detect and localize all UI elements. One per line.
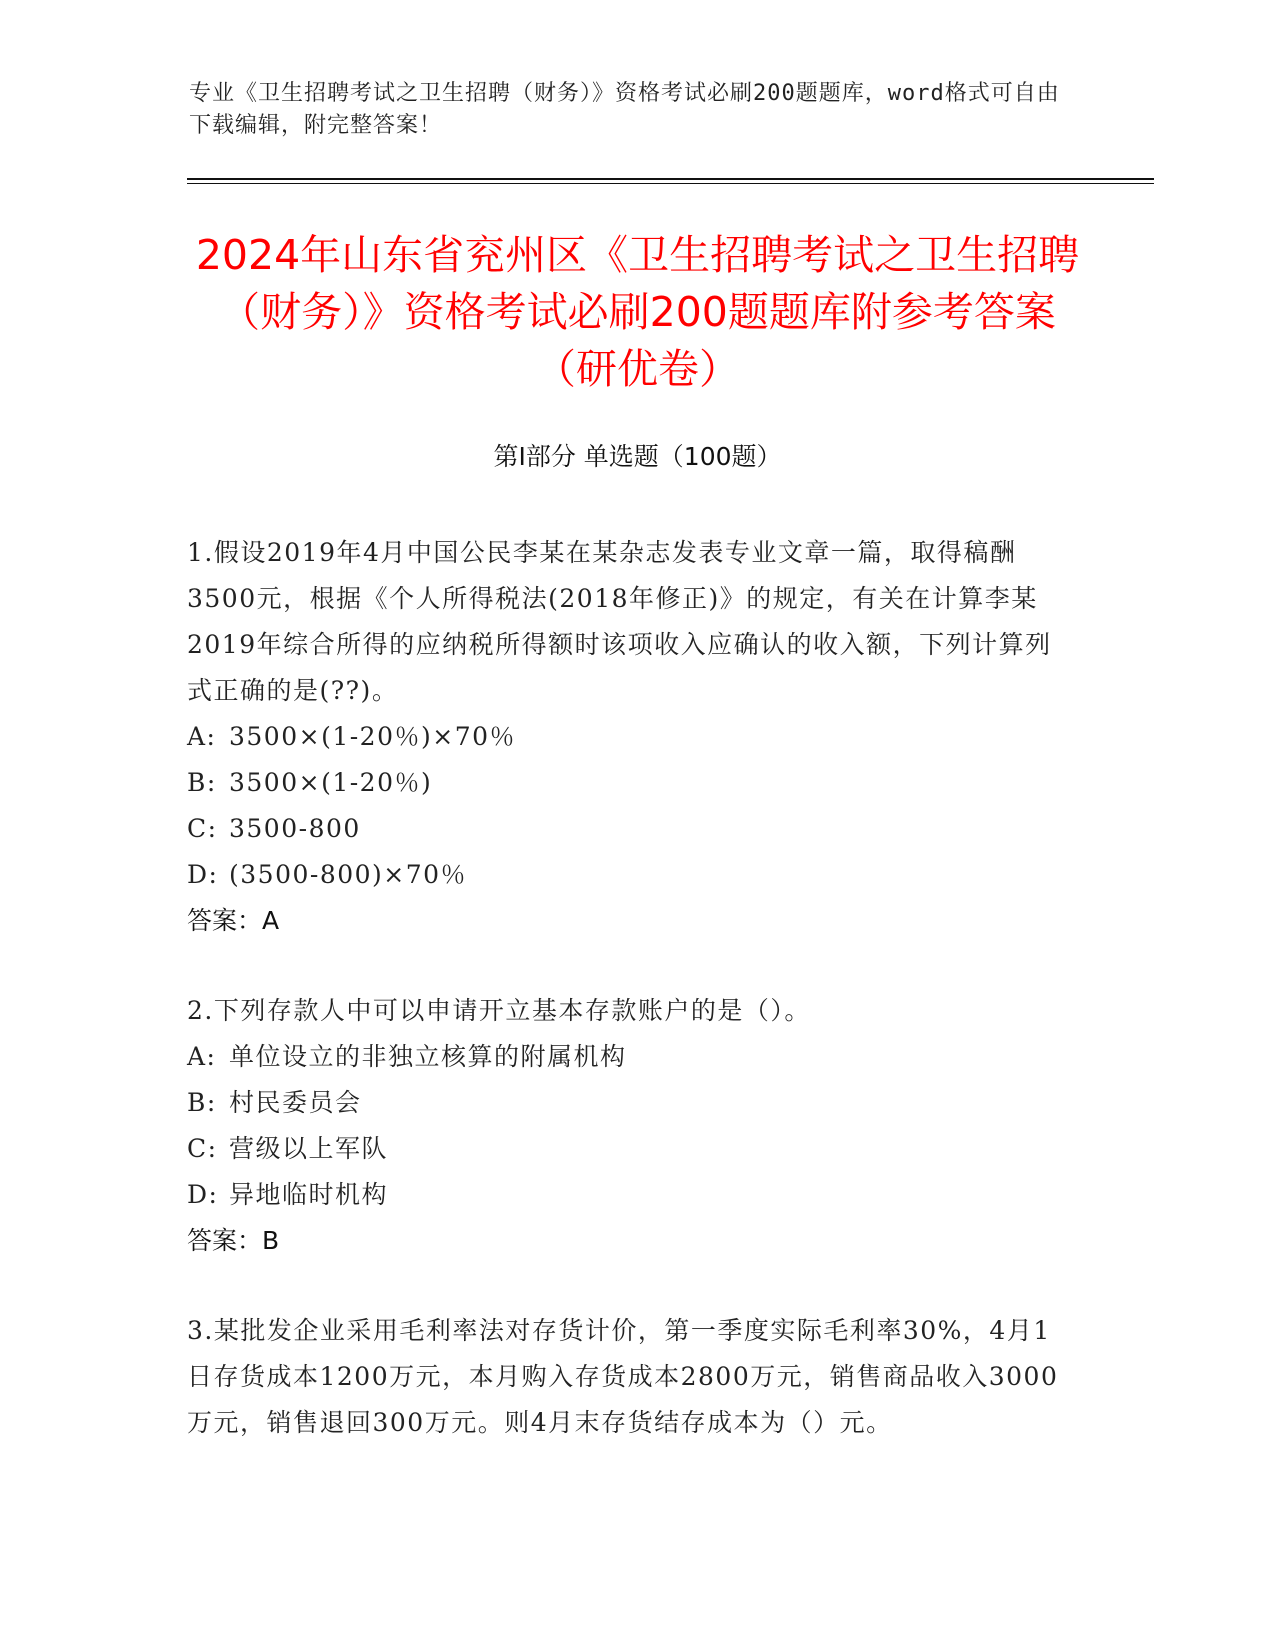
option-key: D: (187, 860, 219, 889)
option-c (187, 1126, 1077, 1172)
option-d (187, 1172, 1077, 1218)
option-key: C: (187, 814, 218, 843)
question-list (187, 530, 1077, 1490)
answer-label: 答案： (187, 1226, 263, 1255)
section-heading: 第Ⅰ部分 单选题（100题） (493, 442, 782, 471)
option-key: A: (187, 1042, 217, 1071)
option-key: D: (187, 1180, 219, 1209)
option-c (187, 806, 1077, 852)
option-text: 单位设立的非独立核算的附属机构 (229, 1042, 627, 1071)
document-title: 2024年山东省兖州区《卫生招聘考试之卫生招聘（财务）》资格考试必刷200题题库附参考答案（研优卷） (195, 231, 1080, 393)
question-stem: 1.假设2019年4月中国公民李某在某杂志发表专业文章一篇，取得稿酬3500元，根据《个人所得税法(2018年修正)》的规定，有关在计算李某2019年综合所得的应纳税所得额时该项收入应确认的收入额，下列计算列式正确的是(??)。 (187, 538, 1052, 705)
option-text: 异地临时机构 (229, 1180, 389, 1209)
question-3 (187, 1308, 1077, 1446)
question-stem: 2.下列存款人中可以申请开立基本存款账户的是（）。 (187, 996, 811, 1025)
option-text: 村民委员会 (229, 1088, 362, 1117)
answer-line (187, 898, 1077, 944)
option-b (187, 760, 1077, 806)
option-key: C: (187, 1134, 218, 1163)
option-text: (3500-800)×70％ (229, 860, 468, 889)
answer-line (187, 1218, 1077, 1264)
option-d (187, 852, 1077, 898)
question-1 (187, 530, 1077, 944)
option-text: 营级以上军队 (229, 1134, 389, 1163)
header-divider-thin (187, 183, 1154, 184)
answer-value: A (262, 906, 280, 935)
option-text: 3500×(1-20％) (229, 768, 433, 797)
option-key: B: (187, 1088, 217, 1117)
answer-value: B (262, 1226, 280, 1255)
option-a (187, 714, 1077, 760)
option-a (187, 1034, 1077, 1080)
question-2 (187, 988, 1077, 1264)
answer-label: 答案： (187, 906, 263, 935)
header-note: 专业《卫生招聘考试之卫生招聘（财务）》资格考试必刷200题题库，word格式可自由下载编辑，附完整答案！ (189, 81, 1060, 138)
header-divider-thick (187, 178, 1154, 180)
option-text: 3500-800 (229, 814, 361, 843)
option-key: B: (187, 768, 217, 797)
option-b (187, 1080, 1077, 1126)
option-text: 3500×(1-20％)×70％ (229, 722, 517, 751)
question-stem: 3.某批发企业采用毛利率法对存货计价，第一季度实际毛利率30%，4月1日存货成本1200万元，本月购入存货成本2800万元，销售商品收入3000万元，销售退回300万元。则4月末存货结存成本为（）元。 (187, 1316, 1059, 1437)
option-key: A: (187, 722, 217, 751)
